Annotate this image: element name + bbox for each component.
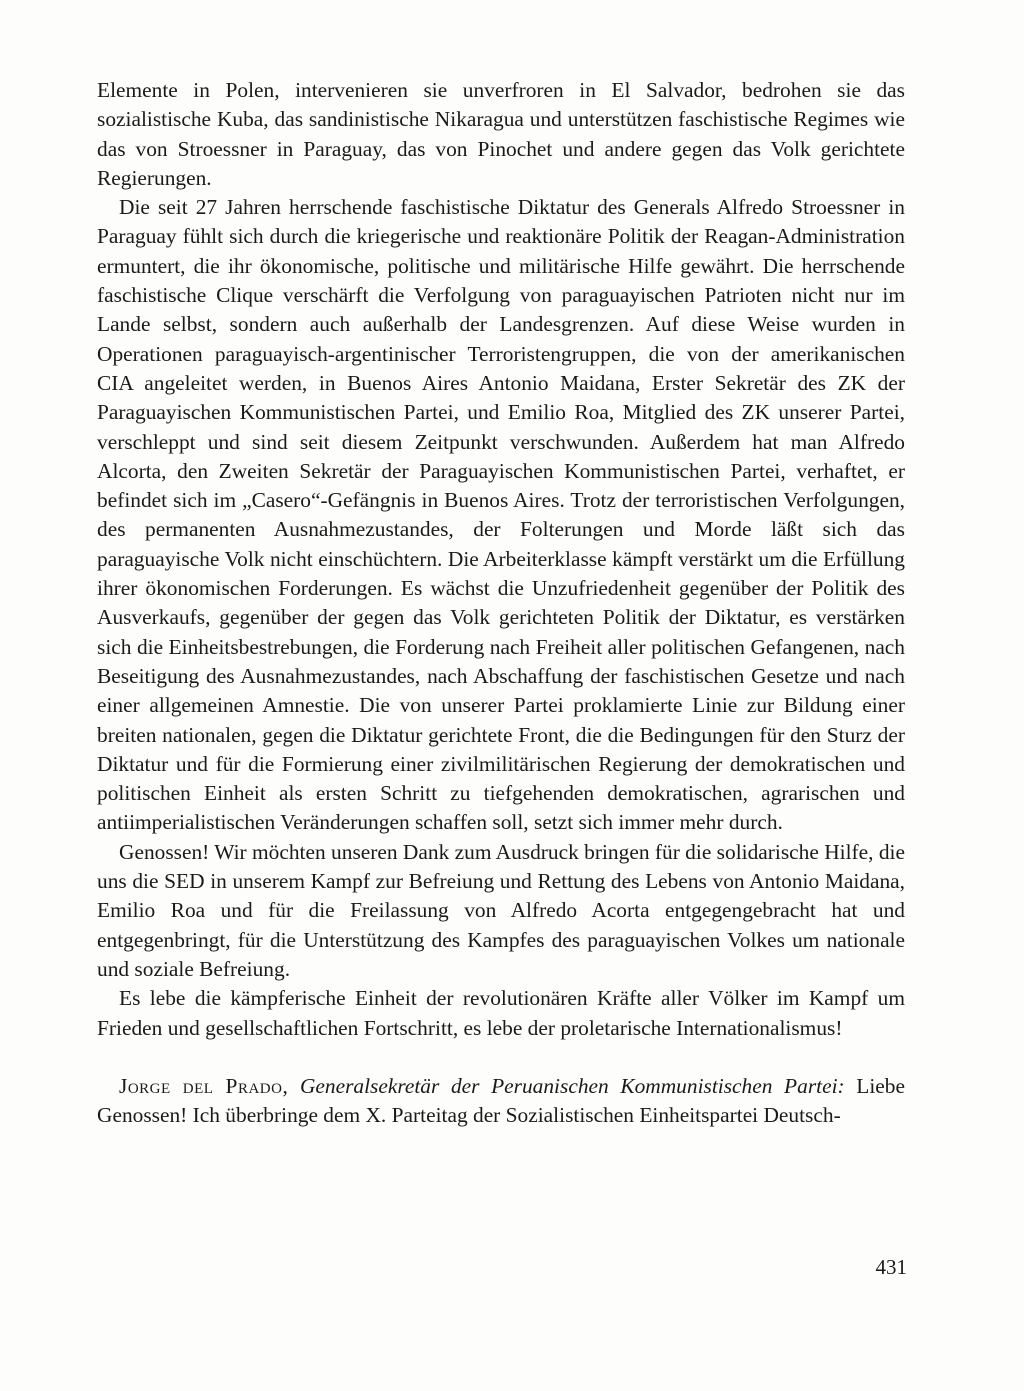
page-number: 431: [875, 1255, 907, 1279]
speaker-role: Generalsekretär der Peruanischen Kommunistischen Partei:: [299, 1073, 845, 1098]
body-text: [97, 76, 905, 1130]
paragraph-continuation: Elemente in Polen, intervenieren sie unverfroren in El Salvador, bedrohen sie das sozialistische Kuba, das sandinistische Nikaragua und unterstützen faschistische Regimes wie das von Stroessner in Paraguay, das von Pinochet und andere gegen das Volk gerichtete Regierungen.: [97, 78, 905, 190]
speaker-name: Jorge del Prado,: [119, 1073, 289, 1098]
speech-paragraph: [97, 1072, 905, 1131]
next-speech: [97, 1072, 905, 1131]
paragraph-closing-slogan: Es lebe die kämpferische Einheit der revolutionären Kräfte aller Völker im Kampf um Frieden und gesellschaftlichen Fortschritt, es lebe der proletarische Internationalismus!: [97, 986, 905, 1040]
paragraph-paraguay-dictatorship: Die seit 27 Jahren herrschende faschistische Diktatur des Generals Alfredo Stroessner in Paraguay fühlt sich durch die kriegerische und reaktionäre Politik der Reagan-Administration ermuntert, die ihr ökonomische, politische und militärische Hilfe gewährt. Die herrschende faschistische Clique verschärft die Verfolgung von paraguayischen Patrioten nicht nur im Lande selbst, sondern auch außerhalb der Landesgrenzen. Auf diese Weise wurden in Operationen paraguayisch-argentinischer Terroristengruppen, die von der amerikanischen CIA angeleitet werden, in Buenos Aires Antonio Maidana, Erster Sekretär des ZK der Paraguayischen Kommunistischen Partei, und Emilio Roa, Mitglied des ZK unserer Partei, verschleppt und sind seit diesem Zeitpunkt verschwunden. Außerdem hat man Alfredo Alcorta, den Zweiten Sekretär der Paraguayischen Kommunistischen Partei, verhaftet, er befindet sich im „Casero“-Gefängnis in Buenos Aires. Trotz der terroristischen Verfolgungen, des permanenten Ausnahmezustandes, der Folterungen und Morde läßt sich das paraguayische Volk nicht einschüchtern. Die Arbeiterklasse kämpft verstärkt um die Erfüllung ihrer ökonomischen Forderungen. Es wächst die Unzufriedenheit gegenüber der Politik des Ausverkaufs, gegenüber der gegen das Volk gerichteten Politik der Diktatur, es verstärken sich die Einheitsbestrebungen, die Forderung nach Freiheit aller politischen Gefangenen, nach Beseitigung des Ausnahmezustandes, nach Abschaffung der faschistischen Gesetze und nach einer allgemeinen Amnestie. Die von unserer Partei proklamierte Linie zur Bildung einer breiten nationalen, gegen die Diktatur gerichtete Front, die die Bedingungen für den Sturz der Diktatur und für die Formierung einer zivilmilitärischen Regierung der demokratischen und politischen Einheit als ersten Schritt zu tiefgehenden demokratischen, agrarischen und antiimperialistischen Veränderungen schaffen soll, setzt sich immer mehr durch.: [97, 195, 905, 835]
speech-text: Liebe Genossen! Ich überbringe dem X. Parteitag der Sozialistischen Einheitspartei Deutsch-: [97, 1073, 905, 1128]
paragraph-thanks-solidarity: Genossen! Wir möchten unseren Dank zum Ausdruck bringen für die solidarische Hilfe, die uns die SED in unserem Kampf zur Befreiung und Rettung des Lebens von Antonio Maidana, Emilio Roa und für die Freilassung von Alfredo Acorta entgegengebracht hat und entgegenbringt, für die Unterstützung des Kampfes des paraguayischen Volkes um nationale und soziale Befreiung.: [97, 839, 905, 981]
